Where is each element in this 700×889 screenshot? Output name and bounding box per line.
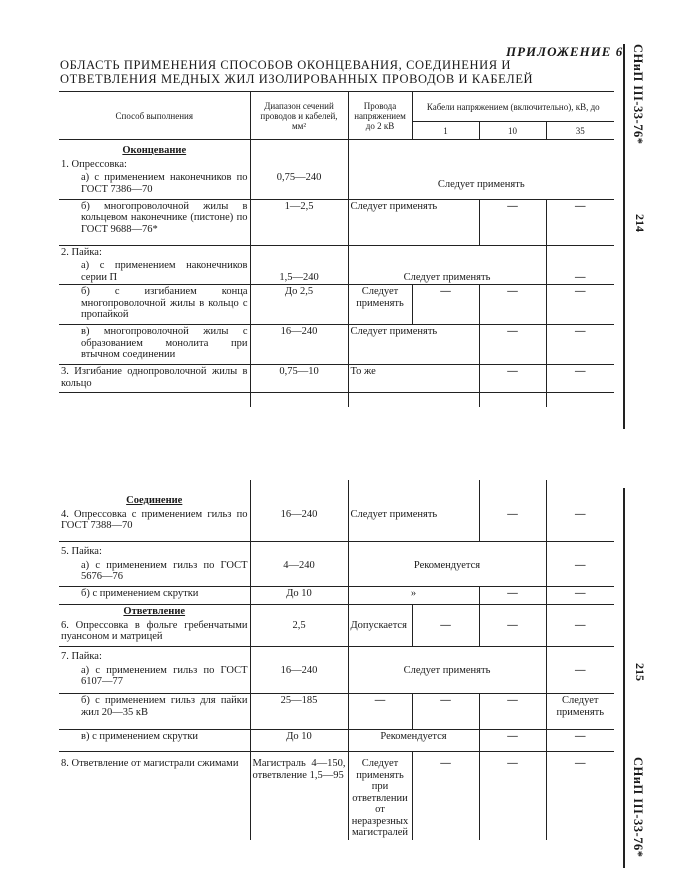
page-title: ОБЛАСТЬ ПРИМЕНЕНИЯ СПОСОБОВ ОКОНЦЕВАНИЯ, СОЕДИНЕНИЯ И ОТВЕТВЛЕНИЯ МЕДНЫХ ЖИЛ ИЗОЛИРОВАННЫХ ПРОВОДОВ И КАБЕЛЕЙ bbox=[60, 58, 534, 86]
table-row bbox=[59, 587, 614, 605]
side-label-top: СНиП III-33-76* bbox=[631, 44, 645, 145]
row-1-title: 1. Опрессовка: bbox=[59, 158, 250, 172]
header-cables: Кабели напряжением (включительно), кВ, до bbox=[412, 92, 614, 122]
row-2a-range: 1,5—240 bbox=[250, 259, 348, 285]
row-2b-kv35: — bbox=[546, 285, 614, 325]
row-1b-range: 1—2,5 bbox=[250, 199, 348, 245]
section-connection: Соединение bbox=[59, 494, 250, 508]
row-8-value: Следует применять при ответвлении от неразрезных магистралей bbox=[348, 752, 412, 840]
row-5b-value: » bbox=[348, 587, 479, 605]
header-kv35: 35 bbox=[546, 122, 614, 140]
page-number-215: 215 bbox=[633, 663, 647, 681]
row-1a-range: 0,75—240 bbox=[250, 171, 348, 199]
row-2c-method: в) многопроволочной жилы с образованием монолита при втычном соединении bbox=[59, 325, 250, 365]
row-7-title: 7. Пайка: bbox=[59, 647, 250, 664]
row-3-kv10: — bbox=[479, 365, 546, 393]
header-method: Способ выполнения bbox=[59, 92, 250, 140]
row-3-kv35: — bbox=[546, 365, 614, 393]
table-row bbox=[59, 325, 614, 365]
row-5b-kv10: — bbox=[479, 587, 546, 605]
row-7b-range: 25—185 bbox=[250, 694, 348, 730]
section-branch: Ответвление bbox=[59, 605, 250, 619]
row-1a-method: а) с применением наконечников по ГОСТ 7386—70 bbox=[59, 171, 250, 199]
row-7a-method: а) с применением гильз по ГОСТ 6107—77 bbox=[59, 664, 250, 694]
row-2c-value: Следует применять bbox=[348, 325, 479, 365]
row-2b-value: Следует применять bbox=[348, 285, 412, 325]
table-row bbox=[59, 752, 614, 840]
row-4-range: 16—240 bbox=[250, 508, 348, 542]
row-3-method: 3. Изгибание однопроволочной жилы в кольцо bbox=[59, 365, 250, 393]
row-6-value: Допускается bbox=[348, 619, 412, 647]
row-7a-range: 16—240 bbox=[250, 664, 348, 694]
row-5a-value: Рекомендуется bbox=[348, 559, 546, 587]
header-kv10: 10 bbox=[479, 122, 546, 140]
row-1b-kv10: — bbox=[479, 199, 546, 245]
row-6-kv10: — bbox=[479, 619, 546, 647]
row-5b-method: б) с применением скрутки bbox=[59, 587, 250, 605]
header-range: Диапазон сечений проводов и кабелей, мм² bbox=[250, 92, 348, 140]
row-6-kv35: — bbox=[546, 619, 614, 647]
row-2c-kv10: — bbox=[479, 325, 546, 365]
table-row bbox=[59, 664, 614, 694]
row-7c-kv10: — bbox=[479, 730, 546, 752]
row-5b-range: До 10 bbox=[250, 587, 348, 605]
row-7b-kv35: Следует применять bbox=[546, 694, 614, 730]
row-5b-kv35: — bbox=[546, 587, 614, 605]
table-row bbox=[59, 508, 614, 542]
table-row bbox=[59, 171, 614, 199]
row-2c-kv35: — bbox=[546, 325, 614, 365]
table-row bbox=[59, 245, 614, 259]
row-7c-kv35: — bbox=[546, 730, 614, 752]
row-8-range: Магистраль 4—150, ответвление 1,5—95 bbox=[250, 752, 348, 840]
page-number-214: 214 bbox=[633, 214, 647, 232]
table-connection-branch bbox=[59, 480, 614, 840]
row-2a-method: а) с применением наконечников серии П bbox=[59, 259, 250, 285]
row-1a-value: Следует применять bbox=[348, 171, 614, 199]
appendix-label: ПРИЛОЖЕНИЕ 6 bbox=[506, 44, 624, 59]
row-2c-range: 16—240 bbox=[250, 325, 348, 365]
table-row bbox=[59, 158, 614, 172]
table-row bbox=[59, 605, 614, 619]
table-row bbox=[59, 730, 614, 752]
table-row bbox=[59, 619, 614, 647]
row-3-range: 0,75—10 bbox=[250, 365, 348, 393]
row-7c-value: Рекомендуется bbox=[348, 730, 479, 752]
side-label-bottom: СНиП III-33-76* bbox=[631, 757, 645, 858]
row-4-value: Следует применять bbox=[348, 508, 479, 542]
table-row bbox=[59, 285, 614, 325]
row-7c-method: в) с применением скрутки bbox=[59, 730, 250, 752]
row-2a-kv35: — bbox=[546, 259, 614, 285]
row-8-kv10: — bbox=[479, 752, 546, 840]
row-7c-range: До 10 bbox=[250, 730, 348, 752]
table-row bbox=[59, 140, 614, 158]
row-4-method: 4. Опрессовка с применением гильз по ГОСТ 7388—70 bbox=[59, 508, 250, 542]
table-row-tail bbox=[59, 393, 614, 407]
row-6-method: 6. Опрессовка в фольге гребенчатыми пуансоном и матрицей bbox=[59, 619, 250, 647]
row-1b-value: Следует применять bbox=[348, 199, 479, 245]
row-6-kv1: — bbox=[412, 619, 479, 647]
row-2b-kv10: — bbox=[479, 285, 546, 325]
row-4-kv10: — bbox=[479, 508, 546, 542]
table-row bbox=[59, 480, 614, 494]
table-row bbox=[59, 199, 614, 245]
row-2b-method: б) с изгибанием конца многопроволочной жилы в кольцо с пропайкой bbox=[59, 285, 250, 325]
table-row bbox=[59, 542, 614, 559]
table-row bbox=[59, 365, 614, 393]
row-5a-range: 4—240 bbox=[250, 559, 348, 587]
row-5-title: 5. Пайка: bbox=[59, 542, 250, 559]
row-4-kv35: — bbox=[546, 508, 614, 542]
row-8-method: 8. Ответвление от магистрали сжимами bbox=[59, 752, 250, 840]
table-row bbox=[59, 694, 614, 730]
row-5a-method: а) с применением гильз по ГОСТ 5676—76 bbox=[59, 559, 250, 587]
row-2a-value: Следует применять bbox=[348, 259, 546, 285]
row-1b-method: б) многопроволочной жилы в кольцевом наконечнике (пистоне) по ГОСТ 9688—76* bbox=[59, 199, 250, 245]
margin-rule-top bbox=[623, 44, 625, 429]
row-2-title: 2. Пайка: bbox=[59, 245, 250, 259]
header-wires: Провода напряжением до 2 кВ bbox=[348, 92, 412, 140]
row-3-value: То же bbox=[348, 365, 479, 393]
row-2b-range: До 2,5 bbox=[250, 285, 348, 325]
table-row bbox=[59, 647, 614, 664]
row-7b-kv1: — bbox=[412, 694, 479, 730]
row-7b-kv10: — bbox=[479, 694, 546, 730]
table-row bbox=[59, 494, 614, 508]
section-termination: Оконцевание bbox=[59, 140, 250, 158]
row-7b-wires: — bbox=[348, 694, 412, 730]
table-header-row bbox=[59, 92, 614, 122]
row-5a-kv35: — bbox=[546, 559, 614, 587]
row-8-kv35: — bbox=[575, 758, 586, 769]
header-kv1: 1 bbox=[412, 122, 479, 140]
margin-rule-bottom bbox=[623, 488, 625, 868]
row-6-range: 2,5 bbox=[250, 619, 348, 647]
row-7a-value: Следует применять bbox=[348, 664, 546, 694]
row-7b-method: б) с применением гильз для пайки жил 20—35 кВ bbox=[59, 694, 250, 730]
row-2b-kv1: — bbox=[412, 285, 479, 325]
row-8-kv1: — bbox=[412, 752, 479, 840]
table-row bbox=[59, 559, 614, 587]
row-1b-kv35: — bbox=[546, 199, 614, 245]
table-termination bbox=[59, 91, 614, 407]
row-7a-kv35: — bbox=[546, 664, 614, 694]
table-row bbox=[59, 259, 614, 285]
